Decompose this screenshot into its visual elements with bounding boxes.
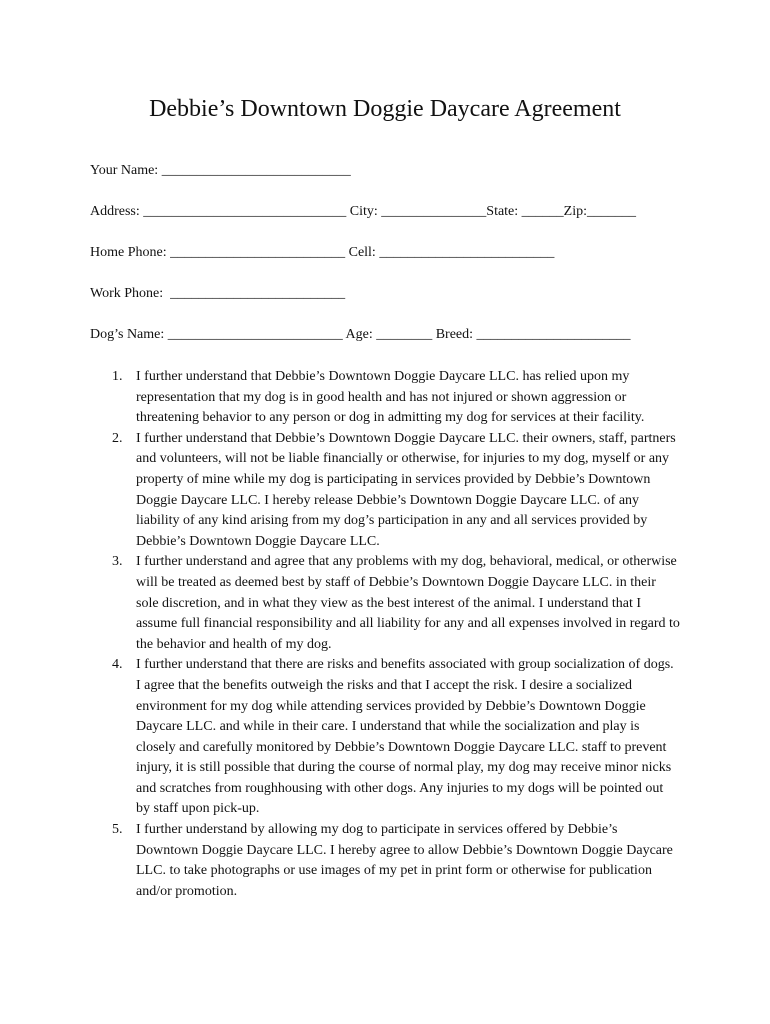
phone-field-row: Home Phone: _________________________ Cell: _________________________ — [90, 245, 555, 260]
term-item — [100, 820, 680, 902]
agreement-terms-list — [100, 367, 680, 902]
address-field-row: Address: _____________________________ City: _______________State: ______Zip:_______ — [90, 204, 636, 219]
term-number: 4. — [112, 657, 123, 673]
work-phone-field: Work Phone: _________________________ — [90, 286, 346, 301]
document-title: Debbie’s Downtown Doggie Daycare Agreement — [149, 96, 621, 122]
term-item — [100, 429, 680, 553]
term-item — [100, 655, 680, 820]
term-number: 2. — [112, 430, 123, 446]
term-number: 3. — [112, 554, 123, 570]
term-number: 5. — [112, 822, 123, 838]
term-text: I further understand by allowing my dog to participate in services offered by Debbie’s Downtown Doggie Daycare LLC. I hereby agree to allow Debbie’s Downtown Doggie Daycare LLC. to take photographs or use images of my pet in print form or otherwise for publication and/or promotion. — [136, 822, 673, 899]
term-item — [100, 552, 680, 655]
term-text: I further understand and agree that any problems with my dog, behavioral, medical, or otherwise will be treated as deemed best by staff of Debbie’s Downtown Doggie Daycare LLC. in their sole discretion, and in what they view as the best interest of the animal. I understand that I assume full financial responsibility and all liability for any and all expenses involved in regard to the behavior and health of my dog. — [136, 554, 680, 652]
term-item — [100, 367, 680, 429]
your-name-field: Your Name: ___________________________ — [90, 163, 351, 178]
term-text: I further understand that Debbie’s Downtown Doggie Daycare LLC. their owners, staff, partners and volunteers, will not be liable financially or otherwise, for injuries to my dog, myself or any property of mine while my dog is participating in services provided by Debbie’s Downtown Doggie Daycare LLC. I hereby release Debbie’s Downtown Doggie Daycare LLC. of any liability of any kind arising from my dog’s participation in any and all services provided by Debbie’s Downtown Doggie Daycare LLC. — [136, 430, 676, 549]
term-text: I further understand that there are risks and benefits associated with group socialization of dogs. I agree that the benefits outweigh the risks and that I accept the risk. I desire a socialized environment for my dog while attending services provided by Debbie’s Downtown Doggie Daycare LLC. and while in their care. I understand that while the socialization and play is closely and carefully monitored by Debbie’s Downtown Doggie Daycare LLC. staff to prevent injury, it is still possible that during the course of normal play, my dog may receive minor nicks and scratches from roughhousing with other dogs. Any injuries to my dogs will be pointed out by staff upon pick-up. — [136, 657, 674, 817]
dog-info-field-row: Dog’s Name: _________________________ Age: ________ Breed: ______________________ — [90, 327, 631, 342]
term-text: I further understand that Debbie’s Downtown Doggie Daycare LLC. has relied upon my representation that my dog is in good health and has not injured or shown aggression or threatening behavior to any person or dog in admitting my dog for services at their facility. — [136, 369, 645, 426]
term-number: 1. — [112, 369, 123, 384]
